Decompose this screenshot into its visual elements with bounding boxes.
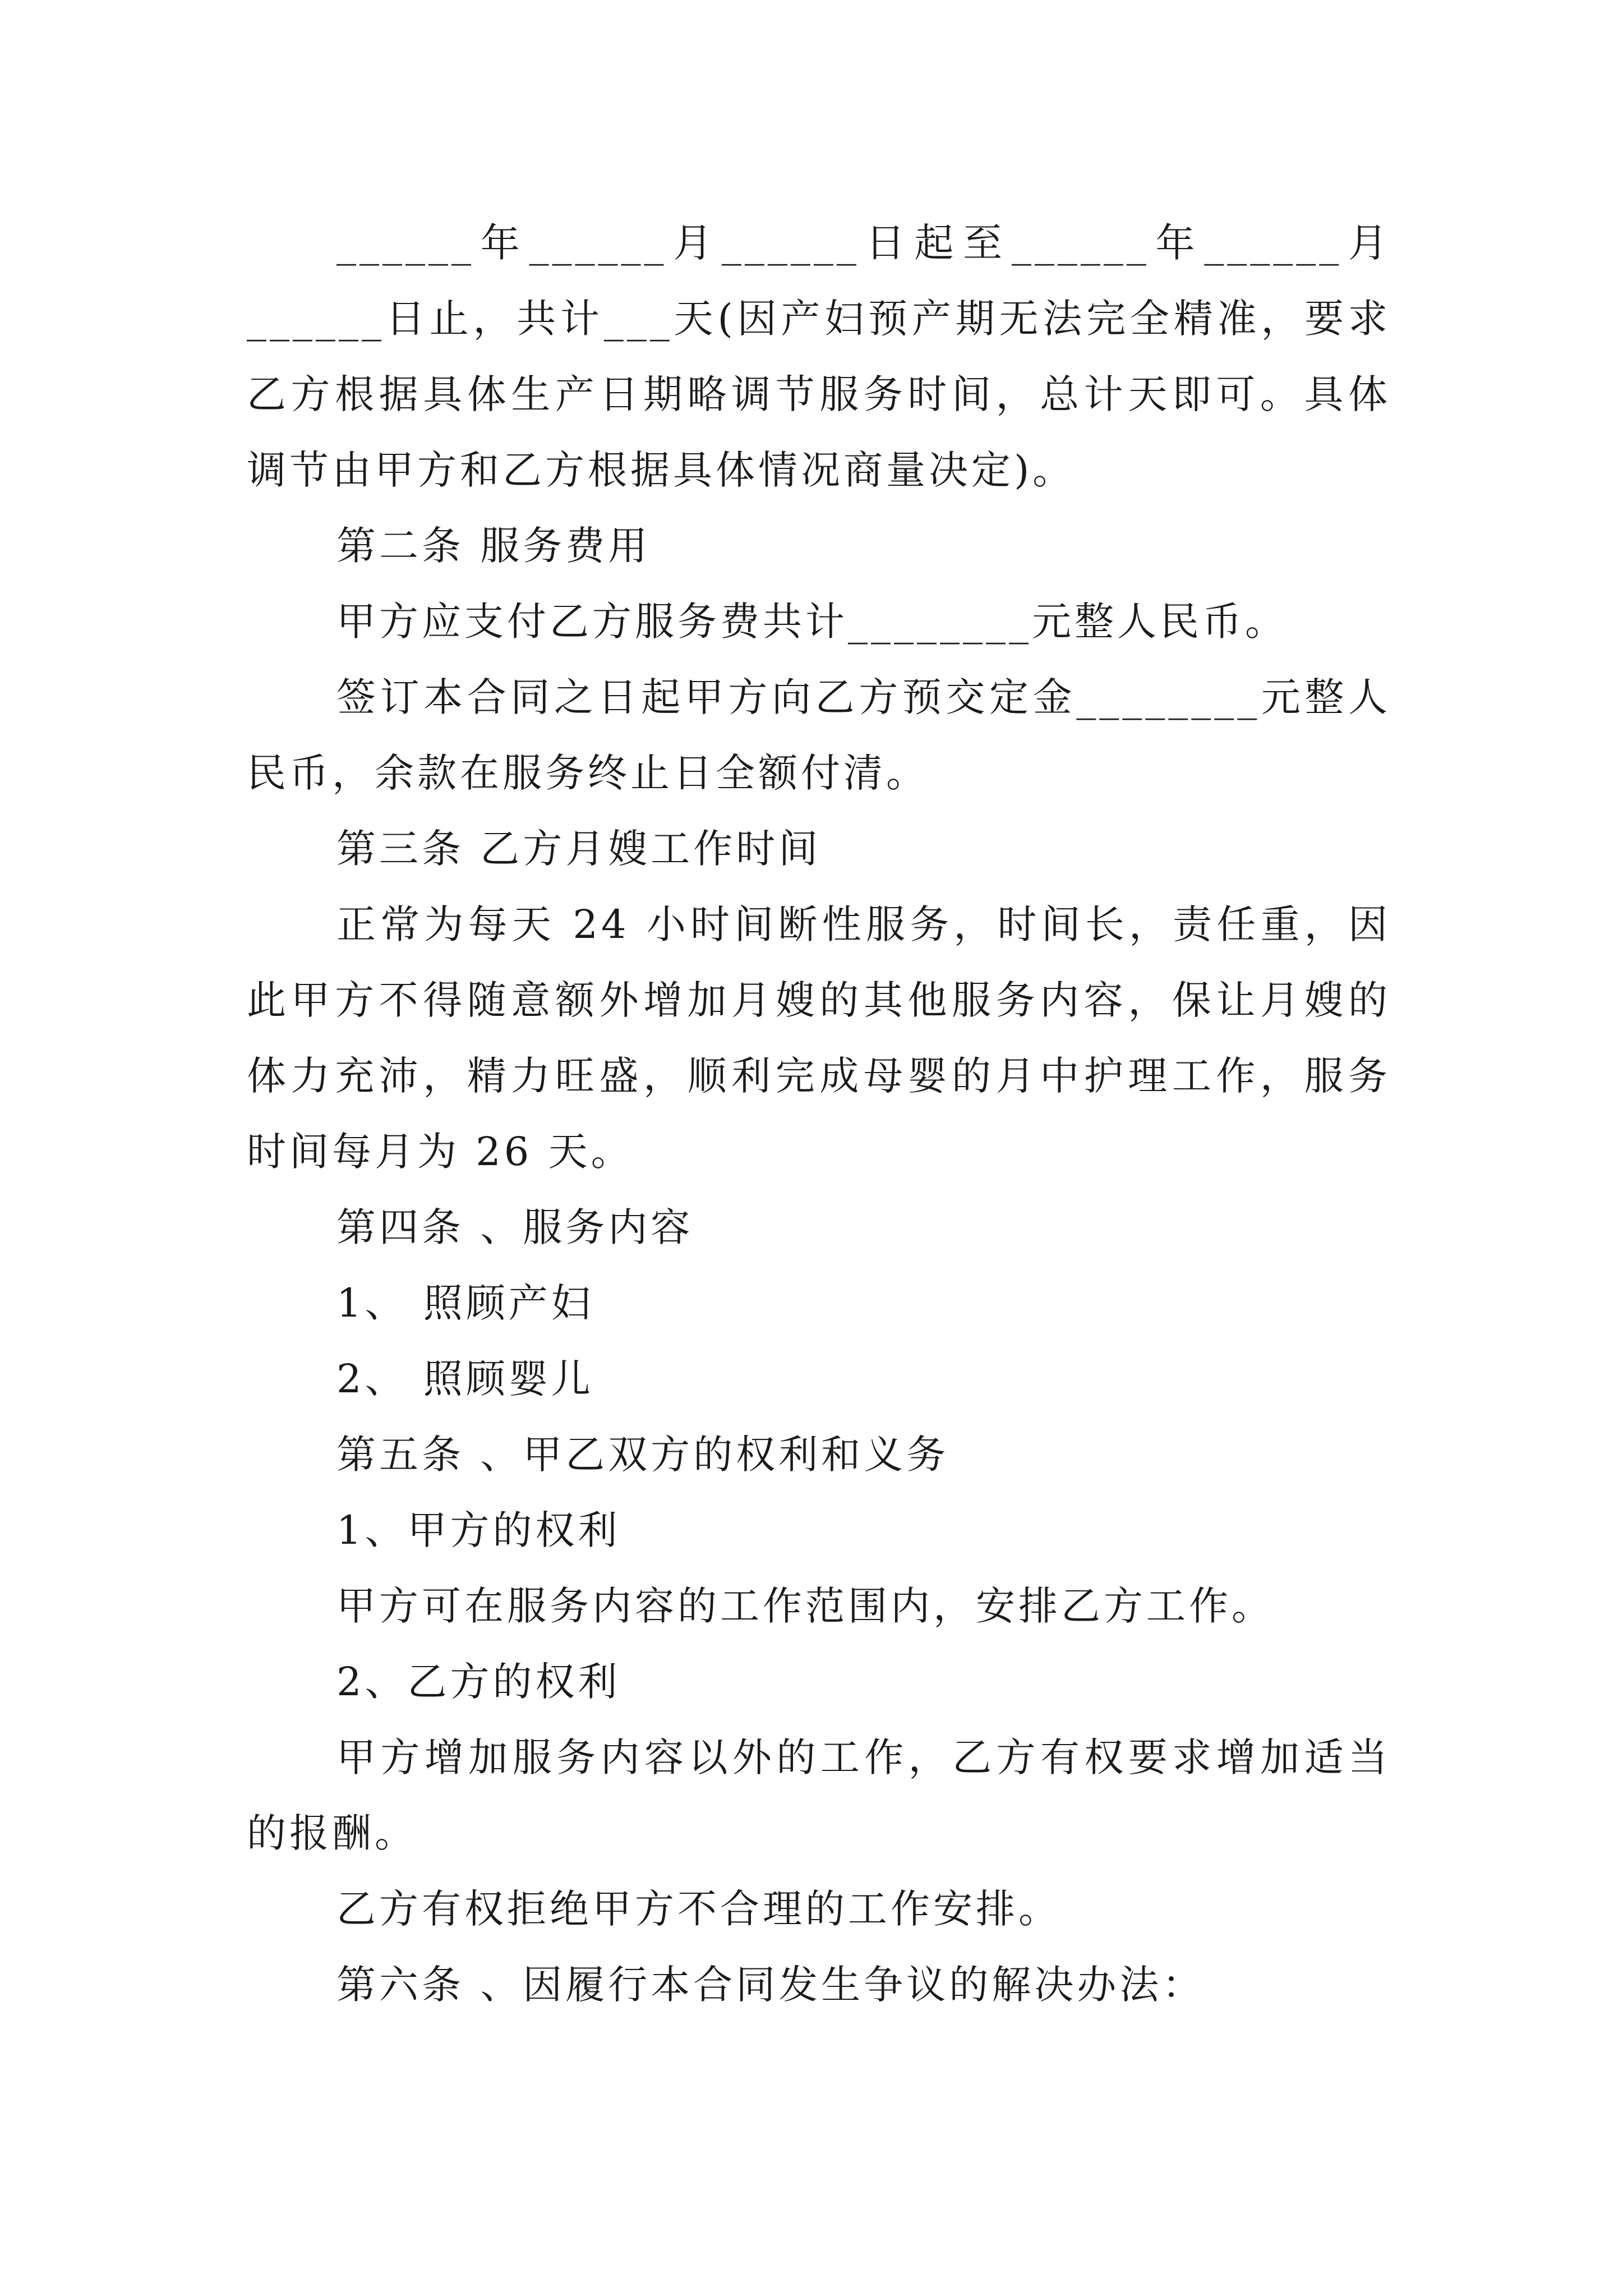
body-line: 体力充沛，精力旺盛，顺利完成母婴的月中护理工作，服务 xyxy=(247,1053,1391,1099)
body-line: 的报酬。 xyxy=(247,1810,417,1856)
body-line: 此甲方不得随意额外增加月嫂的其他服务内容，保让月嫂的 xyxy=(247,977,1391,1023)
body-line: 签订本合同之日起甲方向乙方预交定金________元整人 xyxy=(336,674,1391,720)
list-item: 1、 照顾产妇 xyxy=(336,1280,594,1326)
body-line: 乙方有权拒绝甲方不合理的工作安排。 xyxy=(336,1886,1061,1932)
body-line: 乙方根据具体生产日期略调节服务时间，总计天即可。具体 xyxy=(247,371,1391,417)
body-line: 甲方可在服务内容的工作范围内，安排乙方工作。 xyxy=(336,1583,1274,1629)
body-line: 民币，余款在服务终止日全额付清。 xyxy=(247,750,929,796)
body-line: 甲方应支付乙方服务费共计________元整人民币。 xyxy=(336,599,1288,645)
body-line: 调节由甲方和乙方根据具体情况商量决定)。 xyxy=(247,447,1076,493)
section-heading: 第三条 乙方月嫂工作时间 xyxy=(336,826,822,872)
section-heading: 第六条 、因履行本合同发生争议的解决办法： xyxy=(336,1962,1205,2008)
section-heading: 第四条 、服务内容 xyxy=(336,1204,694,1250)
body-line: ______日止，共计___天(因产妇预产期无法完全精准，要求 xyxy=(247,296,1391,342)
date-range-line: ______年______月______日起至______年______月 xyxy=(336,220,1391,266)
subheading: 2、乙方的权利 xyxy=(336,1659,621,1705)
subheading: 1、甲方的权利 xyxy=(336,1507,621,1553)
body-line: 正常为每天 24 小时间断性服务，时间长，责任重，因 xyxy=(336,901,1391,947)
body-line: 甲方增加服务内容以外的工作，乙方有权要求增加适当 xyxy=(336,1734,1391,1780)
section-heading: 第五条 、甲乙双方的权利和义务 xyxy=(336,1432,949,1478)
body-line: 时间每月为 26 天。 xyxy=(247,1129,634,1175)
list-item: 2、 照顾婴儿 xyxy=(336,1356,594,1402)
section-heading: 第二条 服务费用 xyxy=(336,523,651,569)
